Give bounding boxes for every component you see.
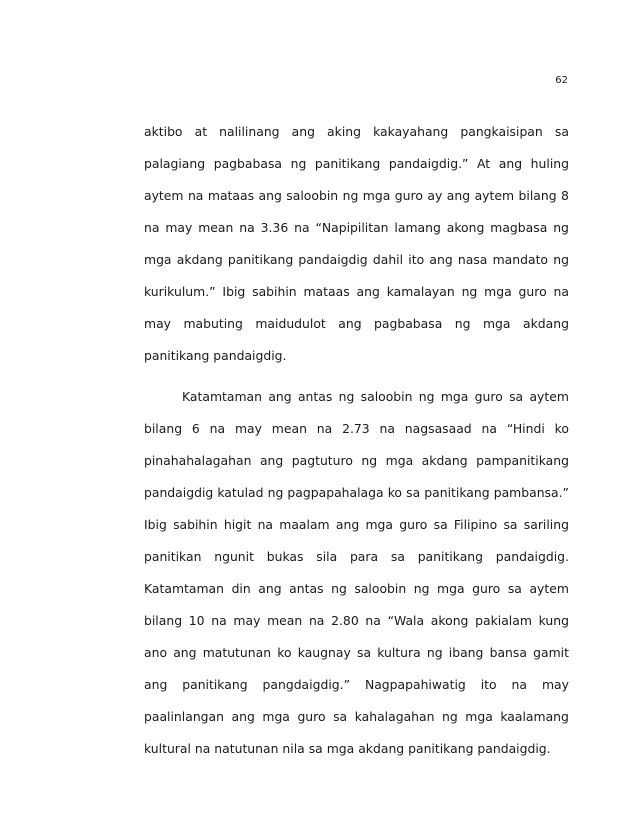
text-line xyxy=(144,541,569,573)
word: sa xyxy=(390,549,405,564)
word: akdang xyxy=(358,741,405,756)
word: mga xyxy=(437,581,465,596)
word: aktibo xyxy=(144,124,183,139)
word: bansa xyxy=(489,645,527,660)
word: may xyxy=(233,613,261,628)
word: mga xyxy=(144,252,172,267)
text-line xyxy=(144,340,569,372)
word: 3.36 xyxy=(260,220,289,235)
word: “Wala xyxy=(387,613,425,628)
word: pandaigdig xyxy=(298,252,368,267)
text-line xyxy=(144,212,569,244)
word: may xyxy=(144,316,171,331)
word: kamalayan xyxy=(386,284,455,299)
word: “Napipilitan xyxy=(315,220,389,235)
word: at xyxy=(194,124,208,139)
word: akdang xyxy=(176,252,223,267)
word: ang xyxy=(231,709,255,724)
word: na xyxy=(481,421,497,436)
word: may xyxy=(234,421,262,436)
word: katulad xyxy=(217,485,264,500)
word: ang xyxy=(144,677,168,692)
word: pampanitikang xyxy=(476,453,569,468)
word: saloobin xyxy=(360,389,413,404)
word: ito xyxy=(480,677,497,692)
word: saloobin xyxy=(286,188,339,203)
word: natutunan xyxy=(214,741,279,756)
word: ng xyxy=(442,709,458,724)
word: saloobin xyxy=(354,581,407,596)
word: ang xyxy=(429,252,453,267)
word: panitikan xyxy=(144,549,202,564)
word: guro xyxy=(472,581,501,596)
word: na xyxy=(194,741,211,756)
word: sabihin xyxy=(173,517,218,532)
word: guro xyxy=(399,517,428,532)
word: kaugnay xyxy=(297,645,351,660)
word: sa xyxy=(503,517,518,532)
word: pangdaigdig.” xyxy=(262,677,350,692)
word: ng xyxy=(454,316,471,331)
word: guro xyxy=(518,284,547,299)
text-line xyxy=(144,308,569,340)
text-line xyxy=(144,244,569,276)
word: mga xyxy=(365,517,393,532)
word: ang xyxy=(356,284,380,299)
word: mandato xyxy=(492,252,549,267)
word: na xyxy=(187,188,204,203)
word: ang xyxy=(268,389,292,404)
text-line xyxy=(144,509,569,541)
word: gamit xyxy=(533,645,569,660)
word: ng xyxy=(418,389,435,404)
text-line xyxy=(144,701,569,733)
word: panitikang xyxy=(408,741,474,756)
word: Ibig xyxy=(144,517,167,532)
word: 2.80 xyxy=(331,613,359,628)
word: Katamtaman xyxy=(182,389,262,404)
word: na xyxy=(239,220,255,235)
word: na xyxy=(308,613,325,628)
word: ng xyxy=(413,581,430,596)
word: nagsasaad xyxy=(404,421,472,436)
word: kultura xyxy=(377,645,421,660)
word: guro xyxy=(474,389,503,404)
word: ang xyxy=(291,124,315,139)
word: kurikulum.” xyxy=(144,284,216,299)
paragraph xyxy=(144,381,569,765)
word: pangkaisipan xyxy=(460,124,543,139)
word: mataas xyxy=(303,284,350,299)
word: ng xyxy=(338,389,355,404)
word: ko xyxy=(554,421,569,436)
word: panitikang xyxy=(424,485,490,500)
word: pandaigdig. xyxy=(477,741,551,756)
word: ng xyxy=(361,453,378,468)
word: Katamtaman xyxy=(144,581,224,596)
word: ngunit xyxy=(214,549,254,564)
word: pagbabasa xyxy=(213,156,283,171)
word: na xyxy=(294,220,310,235)
word: ng xyxy=(553,220,569,235)
word: aytem xyxy=(529,581,569,596)
word: na xyxy=(316,421,333,436)
word: ang xyxy=(498,156,523,171)
word: akdang xyxy=(522,316,569,331)
text-line xyxy=(144,637,569,669)
word: guro xyxy=(394,188,423,203)
word: na xyxy=(379,421,395,436)
text-line xyxy=(144,477,569,509)
word: pagtuturo xyxy=(291,453,353,468)
word: palagiang xyxy=(144,156,206,171)
word: bilang xyxy=(144,421,183,436)
word: ibang xyxy=(448,645,484,660)
word: na xyxy=(211,613,227,628)
word: pandaigdig. xyxy=(213,348,287,363)
word: pakialam xyxy=(475,613,532,628)
text-line xyxy=(144,180,569,212)
word: kahalagahan xyxy=(354,709,435,724)
word: ang xyxy=(338,316,362,331)
word: pandaigdig.” xyxy=(388,156,469,171)
word: ang xyxy=(258,581,282,596)
word: may xyxy=(165,220,193,235)
word: magbasa xyxy=(490,220,548,235)
word: sa xyxy=(433,517,448,532)
word: ko xyxy=(387,485,403,500)
word: 8 xyxy=(561,188,569,203)
word: sa xyxy=(333,709,348,724)
word: sa xyxy=(406,485,421,500)
word: ng xyxy=(267,485,284,500)
word: maalam xyxy=(279,517,330,532)
word: dahil xyxy=(372,252,404,267)
word: ay xyxy=(427,188,443,203)
word: may xyxy=(541,677,569,692)
word: sa xyxy=(509,389,524,404)
word: pambansa.” xyxy=(493,485,569,500)
word: ng xyxy=(426,645,443,660)
word: mga xyxy=(482,316,511,331)
text-line xyxy=(144,413,569,445)
word: mga xyxy=(262,709,290,724)
word: bukas xyxy=(266,549,304,564)
page-number: 62 xyxy=(555,75,568,86)
text-line xyxy=(144,148,569,180)
word: At xyxy=(477,156,491,171)
word: Filipino xyxy=(453,517,498,532)
word: sa xyxy=(554,124,569,139)
word: na xyxy=(511,677,527,692)
word: kung xyxy=(538,613,569,628)
word: para xyxy=(349,549,379,564)
word: 2.73 xyxy=(342,421,370,436)
word: ito xyxy=(408,252,425,267)
paragraph-spacer xyxy=(144,372,569,381)
word: paalinlangan xyxy=(144,709,224,724)
word: matutunan xyxy=(202,645,272,660)
word: ng xyxy=(290,156,307,171)
word: ng xyxy=(461,284,478,299)
word: ano xyxy=(144,645,168,660)
word: ang xyxy=(259,453,284,468)
word: 6 xyxy=(191,421,200,436)
word: mabuting xyxy=(183,316,243,331)
word: pandaigdig xyxy=(144,485,214,500)
word: Ibig xyxy=(222,284,246,299)
paragraph xyxy=(144,116,569,372)
word: mean xyxy=(198,220,234,235)
word: na xyxy=(144,220,160,235)
word: kakayahang xyxy=(373,124,449,139)
word: akdang xyxy=(421,453,468,468)
word: sariling xyxy=(523,517,569,532)
word: pandaigdig. xyxy=(495,549,569,564)
word: antas xyxy=(297,389,333,404)
word: kultural xyxy=(144,741,191,756)
word: panitikang xyxy=(314,156,381,171)
word: 10 xyxy=(188,613,205,628)
word: ng xyxy=(342,188,359,203)
word: sabihin xyxy=(252,284,297,299)
word: aking xyxy=(327,124,361,139)
document-body xyxy=(144,116,569,765)
word: sa xyxy=(356,645,372,660)
word: sa xyxy=(308,741,323,756)
word: panitikang xyxy=(182,677,248,692)
word: bilang xyxy=(518,188,557,203)
word: Nagpapahiwatig xyxy=(364,677,466,692)
word: pinahahalagahan xyxy=(144,453,252,468)
word: aytem xyxy=(144,188,184,203)
word: na xyxy=(209,421,226,436)
word: mean xyxy=(267,613,303,628)
text-line xyxy=(144,116,569,148)
word: guro xyxy=(297,709,326,724)
word: ang xyxy=(258,188,282,203)
word: sila xyxy=(316,549,338,564)
word: mga xyxy=(385,453,414,468)
word: mga xyxy=(465,709,493,724)
word: maidudulot xyxy=(255,316,326,331)
text-line xyxy=(144,605,569,637)
word: “Hindi xyxy=(506,421,545,436)
word: mataas xyxy=(207,188,255,203)
text-line xyxy=(144,276,569,308)
word: mean xyxy=(271,421,307,436)
word: aytem xyxy=(529,389,569,404)
word: na xyxy=(365,613,381,628)
word: na xyxy=(553,284,569,299)
word: na xyxy=(257,517,274,532)
word: ng xyxy=(553,252,569,267)
word: akong xyxy=(446,220,485,235)
word: ang xyxy=(335,517,360,532)
word: panitikang xyxy=(144,348,210,363)
word: nalilinang xyxy=(219,124,280,139)
text-line xyxy=(144,573,569,605)
word: akong xyxy=(430,613,469,628)
word: bilang xyxy=(144,613,183,628)
word: ang xyxy=(446,188,471,203)
word: nila xyxy=(282,741,305,756)
word: ang xyxy=(173,645,197,660)
word: mga xyxy=(362,188,391,203)
word: sa xyxy=(507,581,522,596)
word: huling xyxy=(530,156,569,171)
word: kaalamang xyxy=(500,709,569,724)
text-line xyxy=(144,381,569,413)
word: ko xyxy=(277,645,292,660)
word: lamang xyxy=(394,220,441,235)
word: ng xyxy=(331,581,347,596)
word: mga xyxy=(326,741,355,756)
word: panitikang xyxy=(417,549,484,564)
word: mga xyxy=(484,284,512,299)
word: higit xyxy=(223,517,252,532)
word: nasa xyxy=(457,252,488,267)
word: panitikang xyxy=(227,252,294,267)
word: din xyxy=(231,581,251,596)
word: aytem xyxy=(474,188,515,203)
word: mga xyxy=(440,389,469,404)
text-line xyxy=(144,445,569,477)
text-line xyxy=(144,669,569,701)
word: pagbabasa xyxy=(374,316,443,331)
text-line xyxy=(144,733,569,765)
word: antas xyxy=(289,581,324,596)
word: pagpapahalaga xyxy=(287,485,384,500)
